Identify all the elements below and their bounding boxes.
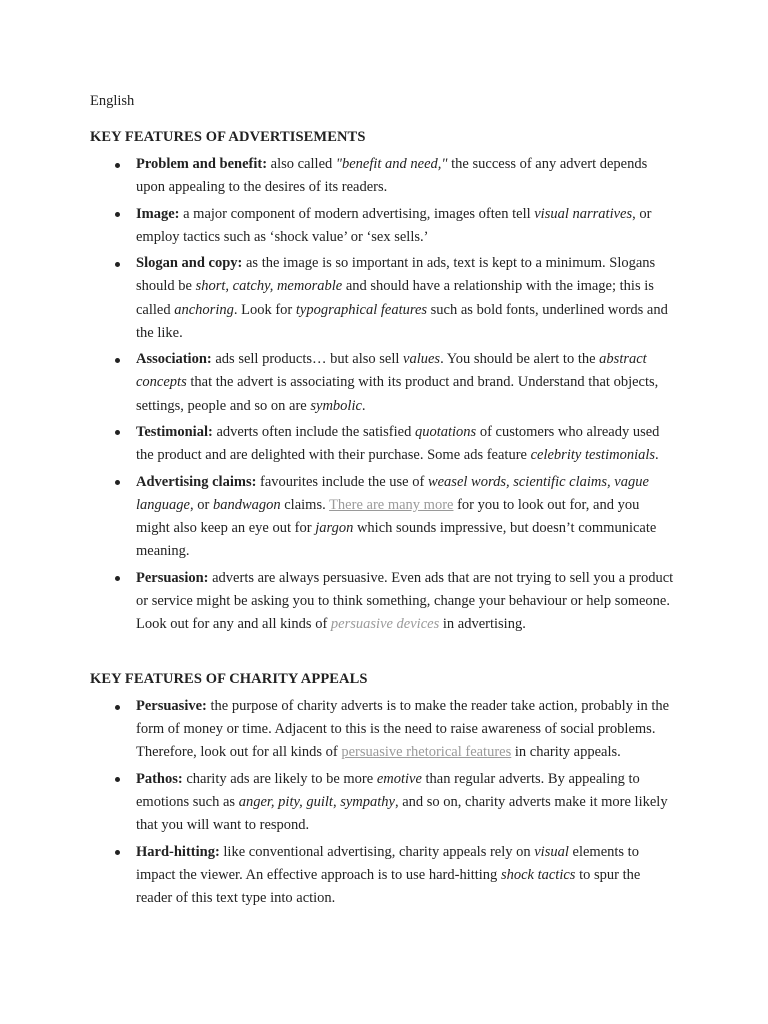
- item-text: than regular adverts. By appealing to emotions such as: [136, 770, 640, 810]
- item-term: Association:: [136, 351, 212, 368]
- list-item: [90, 841, 676, 911]
- item-text: claims.: [280, 496, 330, 513]
- item-text: , or: [189, 496, 213, 513]
- item-emphasis: symbolic: [310, 397, 362, 414]
- item-text: that the advert is associating with its product and brand. Understand that objects, settings, people and so on are: [136, 374, 659, 414]
- item-emphasis: "benefit and need,": [335, 156, 448, 172]
- item-text: such as bold fonts, underlined words and the like.: [136, 301, 668, 341]
- list-item: [90, 471, 676, 564]
- advertisements-feature-list: [90, 153, 676, 639]
- item-text: also called: [267, 156, 336, 172]
- item-emphasis: abstract concepts: [136, 351, 647, 391]
- item-term: Slogan and copy:: [136, 255, 243, 272]
- list-item: [90, 421, 676, 467]
- charity-appeals-feature-list: [90, 695, 676, 913]
- item-emphasis: typographical features: [295, 301, 428, 318]
- section-heading-charity-appeals: KEY FEATURES OF CHARITY APPEALS: [90, 671, 368, 687]
- item-text: and should have a relationship with the image; this is called: [136, 278, 654, 318]
- item-text: , and so on, charity adverts make it more likely that you will want to respond.: [136, 794, 668, 834]
- item-text: to spur the reader of this text type into action.: [136, 866, 641, 906]
- item-text: adverts often include the satisfied: [212, 423, 415, 440]
- item-text: charity ads are likely to be more: [182, 770, 377, 787]
- item-emphasis: emotive: [376, 770, 422, 787]
- item-text: of customers who already used the product and are delighted with their purchase. Some ads feature: [136, 423, 660, 464]
- item-text: a major component of modern advertising, images often tell: [179, 205, 535, 222]
- item-text: ads sell products… but also sell: [211, 351, 404, 368]
- item-emphasis: quotations: [414, 423, 477, 440]
- item-text: like conventional advertising, charity appeals rely on: [219, 843, 535, 860]
- item-term: Problem and benefit:: [136, 156, 268, 172]
- item-emphasis: weasel words, scientific claims, vague language: [136, 473, 649, 513]
- item-term: Persuasive:: [136, 698, 207, 714]
- item-emphasis: anchoring: [174, 301, 234, 318]
- list-item: [90, 153, 676, 199]
- item-text: .: [361, 397, 366, 414]
- item-emphasis: jargon: [315, 519, 354, 536]
- item-text: .: [655, 447, 659, 464]
- item-text: ,: [332, 794, 341, 810]
- item-emphasis: short, catchy, memorable: [195, 278, 343, 295]
- item-emphasis: values: [403, 351, 441, 368]
- item-text: elements to impact the viewer. An effective approach is to use hard-hitting: [136, 843, 639, 883]
- section-heading-advertisements: KEY FEATURES OF ADVERTISEMENTS: [90, 129, 366, 145]
- subject-label: English: [90, 93, 135, 109]
- list-item: [90, 348, 676, 418]
- persuasive-devices-text: persuasive devices: [330, 615, 440, 632]
- item-text: . Look for: [233, 301, 296, 318]
- item-term: Advertising claims:: [136, 473, 257, 490]
- item-text: the success of any advert depends upon appealing to the desires of its readers.: [136, 156, 648, 196]
- list-item: [90, 252, 676, 345]
- item-term: Hard-hitting:: [136, 843, 220, 860]
- item-term: Testimonial:: [136, 423, 213, 440]
- item-emphasis: bandwagon: [212, 496, 281, 513]
- list-item: [90, 203, 676, 249]
- list-item: [90, 695, 676, 765]
- item-emphasis: shock tactics: [500, 866, 576, 883]
- item-emphasis: sympathy: [340, 794, 395, 810]
- item-term: Image:: [136, 205, 180, 222]
- list-item: [90, 567, 676, 637]
- item-text: . You should be alert to the: [440, 351, 600, 368]
- item-text: , or employ tactics such as ‘shock value’ or ‘sex sells.’: [136, 205, 652, 245]
- item-text: the purpose of charity adverts is to make the reader take action, probably in the form of money or time. Adjacent to this is the need to raise awareness of social problems. Therefore, look out for all kinds of: [136, 698, 670, 761]
- item-text: in charity appeals.: [511, 744, 621, 761]
- item-emphasis: celebrity testimonials: [530, 447, 656, 464]
- item-text: favourites include the use of: [256, 473, 428, 490]
- list-item: [90, 768, 676, 838]
- item-term: Persuasion:: [136, 569, 209, 586]
- item-text: as the image is so important in ads, text is kept to a minimum. Slogans should be: [136, 255, 656, 295]
- item-emphasis: visual: [534, 843, 569, 860]
- item-text: which sounds impressive, but doesn’t communicate meaning.: [136, 519, 657, 560]
- item-text: in advertising.: [439, 615, 526, 632]
- item-text: adverts are always persuasive. Even ads that are not trying to sell you a product or service might be asking you to think something, change your behaviour or help someone. Look out for any and all kinds of: [136, 569, 674, 632]
- item-emphasis: visual narratives: [534, 205, 633, 222]
- many-more-link[interactable]: There are many more: [329, 496, 454, 513]
- persuasive-rhetorical-features-link[interactable]: persuasive rhetorical features: [341, 744, 512, 761]
- item-text: for you to look out for, and you might also keep an eye out for: [136, 496, 640, 536]
- item-emphasis: anger, pity, guilt: [238, 794, 333, 810]
- item-term: Pathos:: [136, 770, 183, 787]
